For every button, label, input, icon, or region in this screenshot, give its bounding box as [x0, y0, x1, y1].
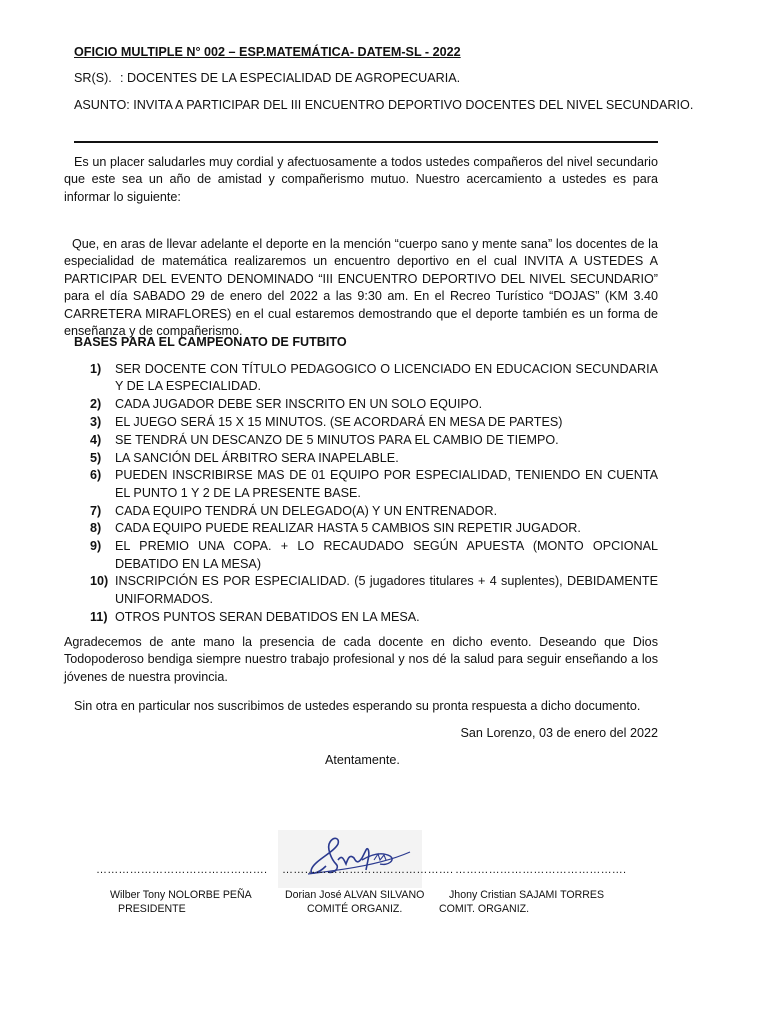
closing-paragraph: Sin otra en particular nos suscribimos de ustedes esperando su pronta respuesta a dicho documento. [74, 699, 641, 713]
rule-item [64, 520, 658, 537]
document-date: San Lorenzo, 03 de enero del 2022 [460, 726, 658, 740]
rule-item [64, 450, 658, 467]
rule-text: CADA EQUIPO PUEDE REALIZAR HASTA 5 CAMBIOS SIN REPETIR JUGADOR. [115, 521, 581, 536]
signer-name-president: Wilber Tony NOLORBE PEÑA [110, 889, 252, 901]
recipient-label: SR(S). [74, 71, 112, 85]
closing-salutation: Atentamente. [325, 753, 400, 767]
rule-number: 5) [90, 450, 102, 465]
rule-item [64, 361, 658, 396]
rule-item [64, 414, 658, 431]
signer-name-committee-1: Dorian José ALVAN SILVANO [285, 889, 425, 901]
rule-text: CADA EQUIPO TENDRÁ UN DELEGADO(A) Y UN ENTRENADOR. [115, 503, 498, 518]
signer-name-committee-2: Jhony Cristian SAJAMI TORRES [449, 889, 605, 901]
rule-number: 8) [90, 521, 102, 536]
rule-number: 2) [90, 397, 102, 412]
intro-paragraph: Es un placer saludarles muy cordial y afectuosamente a todos ustedes compañeros del nivel secundario que este sea un año de amistad y compañerismo mutuo. Nuestro acercamiento a ustedes es para informar lo siguiente: [64, 155, 658, 204]
rule-number: 6) [90, 468, 102, 483]
rules-list [64, 361, 658, 626]
rule-text: INSCRIPCIÓN ES POR ESPECIALIDAD. (5 jugadores titulares + 4 suplentes), DEBIDAMENTE UNIFORMADOS. [115, 574, 658, 606]
recipient-line [74, 70, 460, 87]
rule-text: SER DOCENTE CON TÍTULO PEDAGOGICO O LICENCIADO EN EDUCACION SECUNDARIA Y DE LA ESPECIALIDAD. [115, 362, 658, 394]
rule-item [64, 609, 658, 626]
rule-number: 4) [90, 432, 102, 447]
document-title: OFICIO MULTIPLE N° 002 – ESP.MATEMÁTICA- DATEM-SL - 2022 [74, 45, 461, 59]
signature-line-2: ………………………………………. [282, 864, 454, 876]
rule-number: 1) [90, 362, 102, 376]
signature-line-1: ………………………………………. [96, 864, 268, 876]
recipient-value: : DOCENTES DE LA ESPECIALIDAD DE AGROPECUARIA. [120, 71, 461, 85]
thanks-paragraph: Agradecemos de ante mano la presencia de cada docente en dicho evento. Deseando que Dios Todopoderoso bendiga siempre nuestro trabajo profesional y nos dé la salud para seguir enseñando a los jóvenes de nuestra provincia. [64, 635, 658, 684]
rule-item [64, 503, 658, 520]
signature-line-3: ………………………………………. [455, 864, 627, 876]
signer-role-president: PRESIDENTE [118, 903, 186, 915]
rule-text: PUEDEN INSCRIBIRSE MAS DE 01 EQUIPO POR ESPECIALIDAD, TENIENDO EN CUENTA EL PUNTO 1 Y 2 DE LA PRESENTE BASE. [115, 468, 658, 500]
signer-role-committee-2: COMIT. ORGANIZ. [439, 903, 530, 915]
subject-line: ASUNTO: INVITA A PARTICIPAR DEL III ENCUENTRO DEPORTIVO DOCENTES DEL NIVEL SECUNDARIO. [74, 98, 694, 112]
rule-number: 9) [90, 539, 102, 554]
rule-text: EL PREMIO UNA COPA. + LO RECAUDADO SEGÚN APUESTA (MONTO OPCIONAL DEBATIDO EN LA MESA) [115, 539, 658, 571]
bases-heading: BASES PARA EL CAMPEONATO DE FUTBITO [74, 335, 347, 349]
rule-text: SE TENDRÁ UN DESCANZO DE 5 MINUTOS PARA EL CAMBIO DE TIEMPO. [115, 432, 559, 447]
rule-text: EL JUEGO SERÁ 15 X 15 MINUTOS. (SE ACORDARÁ EN MESA DE PARTES) [115, 415, 563, 429]
rule-number: 7) [90, 503, 102, 518]
rule-text: CADA JUGADOR DEBE SER INSCRITO EN UN SOLO EQUIPO. [115, 397, 483, 412]
rule-item [64, 467, 658, 502]
rule-number: 11) [90, 609, 108, 624]
rule-number: 3) [90, 415, 102, 429]
rule-item [64, 432, 658, 449]
rule-text: OTROS PUNTOS SERAN DEBATIDOS EN LA MESA. [115, 609, 420, 624]
rule-item [64, 573, 658, 608]
rule-item [64, 538, 658, 573]
rule-text: LA SANCIÓN DEL ÁRBITRO SERA INAPELABLE. [115, 450, 399, 465]
rule-item [64, 396, 658, 413]
header-divider [74, 141, 658, 143]
rule-number: 10) [90, 574, 109, 589]
signer-role-committee-1: COMITÉ ORGANIZ. [307, 903, 403, 915]
invitation-paragraph: Que, en aras de llevar adelante el deporte en la mención “cuerpo sano y mente sana” los docentes de la especialidad de matemática realizaremos un encuentro deportivo en el cual INVITA A USTEDES A PARTICIPAR DEL EVENTO DENOMINADO “III ENCUENTRO DEPORTIVO DEL NIVEL SECUNDARIO” para el día SABADO 29 de enero del 2022 a las 9:30 am. En el Recreo Turístico “DOJAS” (KM 3.40 CARRETERA MIRAFLORES) en el cual estaremos demostrando que el deporte también es un forma de enseñanza y de compañerismo. [64, 237, 658, 339]
